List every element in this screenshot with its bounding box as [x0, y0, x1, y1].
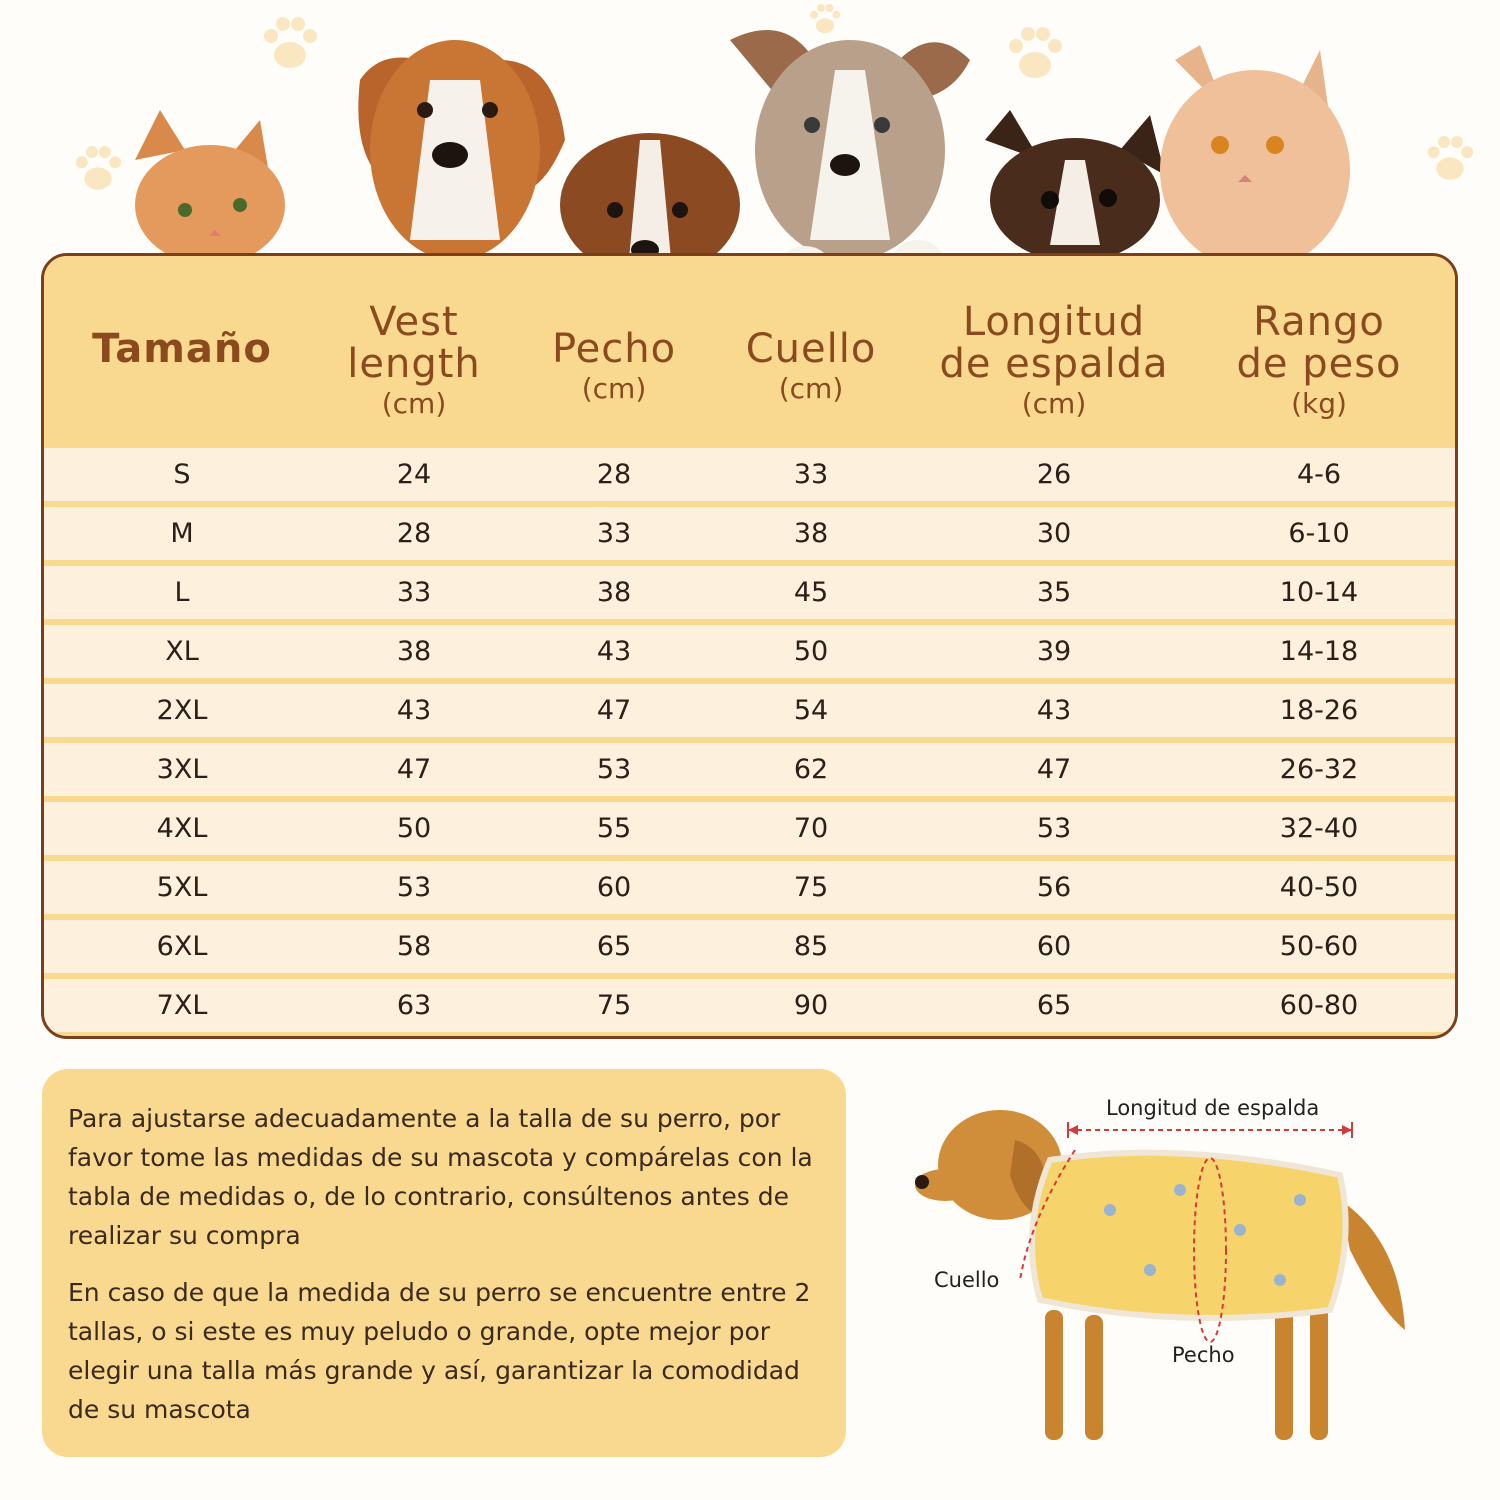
- table-cell: 24: [396, 459, 432, 490]
- header-title: Pecho: [551, 326, 677, 372]
- header-unit: (cm): [581, 372, 647, 405]
- table-cell: 33: [596, 518, 632, 549]
- table-cell: 60-80: [1279, 990, 1359, 1021]
- table-row: [44, 979, 1455, 1032]
- table-cell: 90: [793, 990, 829, 1021]
- table-cell: 35: [1036, 577, 1072, 608]
- table-cell: 85: [793, 931, 829, 962]
- ginger-kitten-image: [135, 110, 285, 265]
- table-cell: 65: [596, 931, 632, 962]
- table-cell: 58: [396, 931, 432, 962]
- table-cell: 4XL: [156, 813, 208, 844]
- table-cell: 3XL: [156, 754, 208, 785]
- table-row: [44, 507, 1455, 560]
- table-cell: 28: [596, 459, 632, 490]
- table-cell: 47: [1036, 754, 1072, 785]
- table-cell: 54: [793, 695, 829, 726]
- table-cell: 45: [793, 577, 829, 608]
- neck-label: Cuello: [934, 1268, 1000, 1292]
- table-cell: 26-32: [1279, 754, 1359, 785]
- table-cell: 14-18: [1279, 636, 1359, 667]
- table-cell: 43: [396, 695, 432, 726]
- table-cell: 38: [596, 577, 632, 608]
- table-row: [44, 566, 1455, 619]
- table-cell: 40-50: [1279, 872, 1359, 903]
- table-cell: 53: [596, 754, 632, 785]
- table-cell: 32-40: [1279, 813, 1359, 844]
- table-cell: XL: [165, 636, 199, 667]
- measurement-diagram: [880, 1080, 1440, 1490]
- table-cell: 63: [396, 990, 432, 1021]
- table-cell: 47: [396, 754, 432, 785]
- table-cell: 50: [396, 813, 432, 844]
- header-size: [62, 256, 302, 442]
- header-vest-length: [314, 256, 514, 442]
- header-title: Rango de peso: [1236, 299, 1402, 387]
- note-paragraph-2: En caso de que la medida de su perro se encuentre entre 2 tallas, o si este es muy peludo o grande, opte mejor por elegir una talla más grande y así, garantizar la comodidad de su mascota: [68, 1278, 811, 1424]
- table-row: [44, 684, 1455, 737]
- header-unit: (cm): [381, 387, 447, 420]
- table-row: [44, 625, 1455, 678]
- table-cell: 33: [793, 459, 829, 490]
- note-paragraph-1: Para ajustarse adecuadamente a la talla de su perro, por favor tome las medidas de su mascota y compárelas con la tabla de medidas o, de lo contrario, consúltenos antes de realizar su compra: [68, 1104, 813, 1250]
- table-cell: M: [170, 518, 194, 549]
- table-cell: 47: [596, 695, 632, 726]
- header-title: Tamaño: [92, 326, 272, 372]
- table-cell: 43: [1036, 695, 1072, 726]
- header-unit: (cm): [1021, 387, 1087, 420]
- table-cell: 6XL: [156, 931, 208, 962]
- table-cell: 18-26: [1279, 695, 1359, 726]
- table-cell: S: [173, 459, 191, 490]
- size-table: [41, 253, 1458, 1039]
- table-cell: 50: [793, 636, 829, 667]
- table-row: [44, 802, 1455, 855]
- table-row: [44, 743, 1455, 796]
- table-cell: 33: [396, 577, 432, 608]
- table-row: [44, 920, 1455, 973]
- table-cell: 38: [793, 518, 829, 549]
- brown-dog-image: [358, 40, 565, 260]
- table-cell: 62: [793, 754, 829, 785]
- table-header: [44, 256, 1455, 442]
- table-cell: 70: [793, 813, 829, 844]
- table-cell: 2XL: [156, 695, 208, 726]
- table-cell: 26: [1036, 459, 1072, 490]
- table-cell: 28: [396, 518, 432, 549]
- table-cell: 53: [396, 872, 432, 903]
- table-cell: 39: [1036, 636, 1072, 667]
- table-cell: 5XL: [156, 872, 208, 903]
- header-title: Vest length: [347, 299, 481, 387]
- sizing-note: [42, 1069, 846, 1457]
- table-cell: 60: [1036, 931, 1072, 962]
- table-cell: 50-60: [1279, 931, 1359, 962]
- header-back-length: [924, 256, 1184, 442]
- table-cell: 75: [596, 990, 632, 1021]
- table-cell: 38: [396, 636, 432, 667]
- merle-dog-image: [730, 30, 970, 290]
- table-cell: 65: [1036, 990, 1072, 1021]
- table-row: [44, 861, 1455, 914]
- table-cell: 55: [596, 813, 632, 844]
- table-cell: 6-10: [1288, 518, 1350, 549]
- table-row: [44, 448, 1455, 501]
- back-length-label: Longitud de espalda: [1106, 1096, 1320, 1120]
- table-cell: 56: [1036, 872, 1072, 903]
- chihuahua-image: [985, 110, 1165, 262]
- table-cell: 10-14: [1279, 577, 1359, 608]
- table-cell: 4-6: [1296, 459, 1342, 490]
- table-cell: L: [174, 577, 190, 608]
- table-cell: 53: [1036, 813, 1072, 844]
- header-title: Longitud de espalda: [939, 299, 1169, 387]
- header-neck: [711, 256, 911, 442]
- table-cell: 43: [596, 636, 632, 667]
- cream-cat-image: [1160, 45, 1350, 270]
- table-cell: 30: [1036, 518, 1072, 549]
- header-weight-range: [1199, 256, 1439, 442]
- header-chest: [514, 256, 714, 442]
- header-unit: (cm): [778, 372, 844, 405]
- table-cell: 75: [793, 872, 829, 903]
- table-cell: 60: [596, 872, 632, 903]
- chest-label: Pecho: [1172, 1343, 1235, 1367]
- table-cell: 7XL: [156, 990, 208, 1021]
- header-unit: (kg): [1291, 387, 1347, 420]
- header-title: Cuello: [745, 326, 877, 372]
